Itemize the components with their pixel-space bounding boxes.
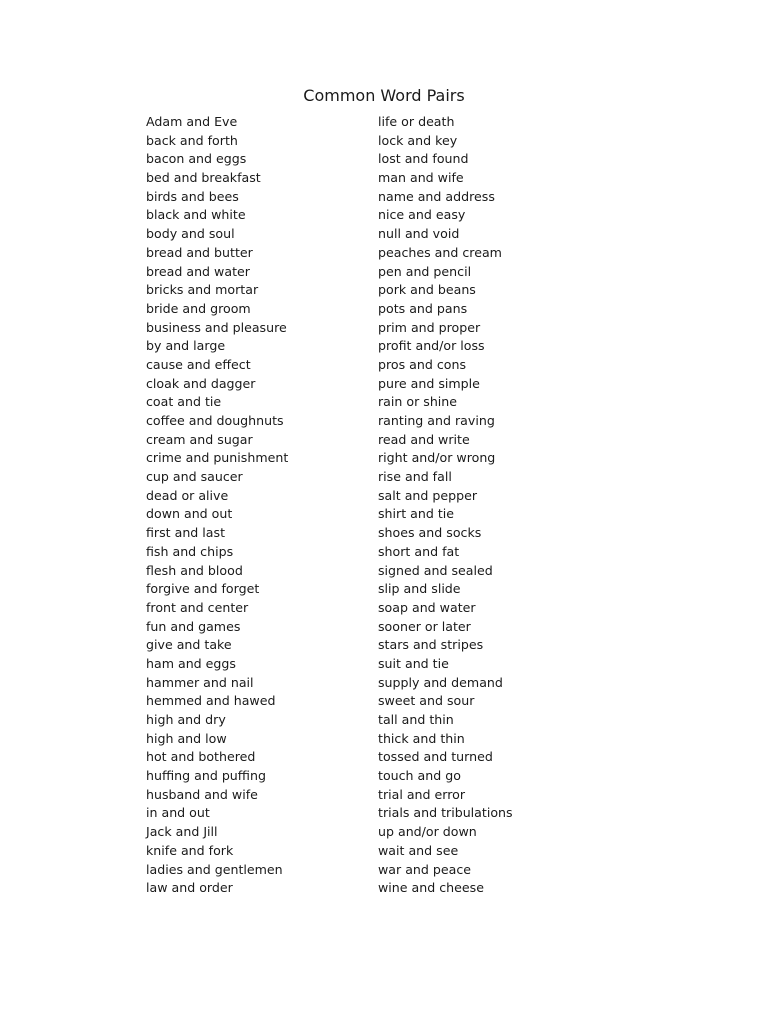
word-pair-item: suit and tie: [378, 655, 449, 671]
word-pair-item: stars and stripes: [378, 637, 484, 653]
word-pair-item: touch and go: [378, 768, 461, 784]
word-pair-item: life or death: [378, 114, 455, 129]
word-pair-item: fun and games: [146, 618, 241, 634]
word-pair-item: huffing and puffing: [146, 768, 266, 784]
word-pair-item: high and dry: [146, 712, 226, 727]
word-pair-item: lost and found: [378, 151, 469, 167]
word-pair-item: sooner or later: [378, 618, 471, 634]
word-pair-item: shirt and tie: [378, 506, 455, 522]
word-pair-item: black and white: [146, 207, 246, 223]
word-pair-item: give and take: [146, 637, 232, 653]
word-pair-item: supply and demand: [378, 674, 503, 690]
word-pair-item: hammer and nail: [146, 674, 254, 690]
word-pair-item: null and void: [378, 226, 460, 242]
word-pair-item: shoes and socks: [378, 525, 482, 541]
word-pair-item: ladies and gentlemen: [146, 861, 283, 877]
word-pair-item: hemmed and hawed: [146, 693, 276, 709]
word-pair-item: pork and beans: [378, 282, 476, 298]
word-pair-item: bread and water: [146, 263, 250, 279]
page-title: Common Word Pairs: [303, 86, 465, 105]
word-pair-item: first and last: [146, 525, 226, 541]
word-pair-item: business and pleasure: [146, 319, 287, 335]
word-pair-item: husband and wife: [146, 786, 258, 802]
word-pair-item: bacon and eggs: [146, 151, 247, 167]
word-pair-item: law and order: [146, 880, 233, 896]
word-pair-item: cup and saucer: [146, 469, 243, 485]
word-pair-item: flesh and blood: [146, 562, 243, 578]
word-pair-item: Jack and Jill: [146, 824, 218, 840]
word-pair-item: up and/or down: [378, 824, 477, 840]
word-pair-item: down and out: [146, 506, 233, 522]
word-pair-item: tall and thin: [378, 712, 454, 727]
word-pairs-left-column: [146, 113, 288, 898]
word-pair-item: Adam and Eve: [146, 114, 238, 129]
word-pair-item: forgive and forget: [146, 581, 260, 597]
word-pair-item: ranting and raving: [378, 413, 495, 428]
word-pair-item: bed and breakfast: [146, 170, 261, 186]
word-pair-item: prim and proper: [378, 319, 481, 335]
word-pair-item: tossed and turned: [378, 749, 493, 765]
word-pair-item: salt and pepper: [378, 487, 478, 503]
word-pair-item: wine and cheese: [378, 880, 484, 896]
word-pair-item: coat and tie: [146, 394, 222, 410]
word-pair-item: short and fat: [378, 543, 460, 559]
word-pair-item: nice and easy: [378, 207, 466, 223]
word-pair-item: bread and butter: [146, 244, 253, 260]
word-pair-item: body and soul: [146, 226, 235, 242]
word-pair-item: wait and see: [378, 842, 459, 858]
word-pair-item: knife and fork: [146, 842, 234, 858]
word-pair-item: right and/or wrong: [378, 450, 496, 466]
word-pair-item: profit and/or loss: [378, 338, 485, 354]
word-pair-item: trial and error: [378, 786, 466, 802]
word-pair-item: front and center: [146, 599, 249, 615]
word-pair-item: trials and tribulations: [378, 805, 513, 821]
word-pair-item: war and peace: [378, 861, 472, 877]
word-pair-item: back and forth: [146, 132, 238, 148]
word-pair-item: rain or shine: [378, 394, 458, 410]
word-pair-item: high and low: [146, 730, 227, 746]
word-pair-item: thick and thin: [378, 730, 465, 746]
word-pair-item: dead or alive: [146, 487, 229, 503]
word-pair-item: cause and effect: [146, 356, 251, 372]
word-pair-item: by and large: [146, 338, 226, 354]
word-pair-item: pros and cons: [378, 356, 467, 372]
word-pair-item: soap and water: [378, 599, 476, 615]
word-pair-item: bricks and mortar: [146, 282, 259, 298]
word-pair-item: signed and sealed: [378, 562, 493, 578]
word-pair-item: lock and key: [378, 132, 458, 148]
word-pair-item: coffee and doughnuts: [146, 413, 284, 428]
word-pair-item: bride and groom: [146, 300, 251, 316]
word-pair-item: man and wife: [378, 170, 464, 186]
word-pair-item: cloak and dagger: [146, 375, 256, 391]
word-pair-item: crime and punishment: [146, 450, 289, 466]
word-pair-item: birds and bees: [146, 188, 239, 204]
word-pair-item: fish and chips: [146, 543, 234, 559]
word-pair-item: peaches and cream: [378, 244, 502, 260]
word-pairs-right-column: [378, 113, 513, 898]
word-pair-item: in and out: [146, 805, 210, 821]
word-pair-item: name and address: [378, 188, 495, 204]
word-pair-item: rise and fall: [378, 469, 452, 485]
word-pair-item: cream and sugar: [146, 431, 253, 447]
word-pair-item: hot and bothered: [146, 749, 256, 765]
word-pair-item: read and write: [378, 431, 470, 447]
word-pair-item: sweet and sour: [378, 693, 475, 709]
word-pair-item: ham and eggs: [146, 655, 236, 671]
word-pair-item: slip and slide: [378, 581, 461, 597]
word-pair-item: pots and pans: [378, 300, 468, 316]
word-pair-item: pure and simple: [378, 375, 480, 391]
word-pair-item: pen and pencil: [378, 263, 472, 279]
